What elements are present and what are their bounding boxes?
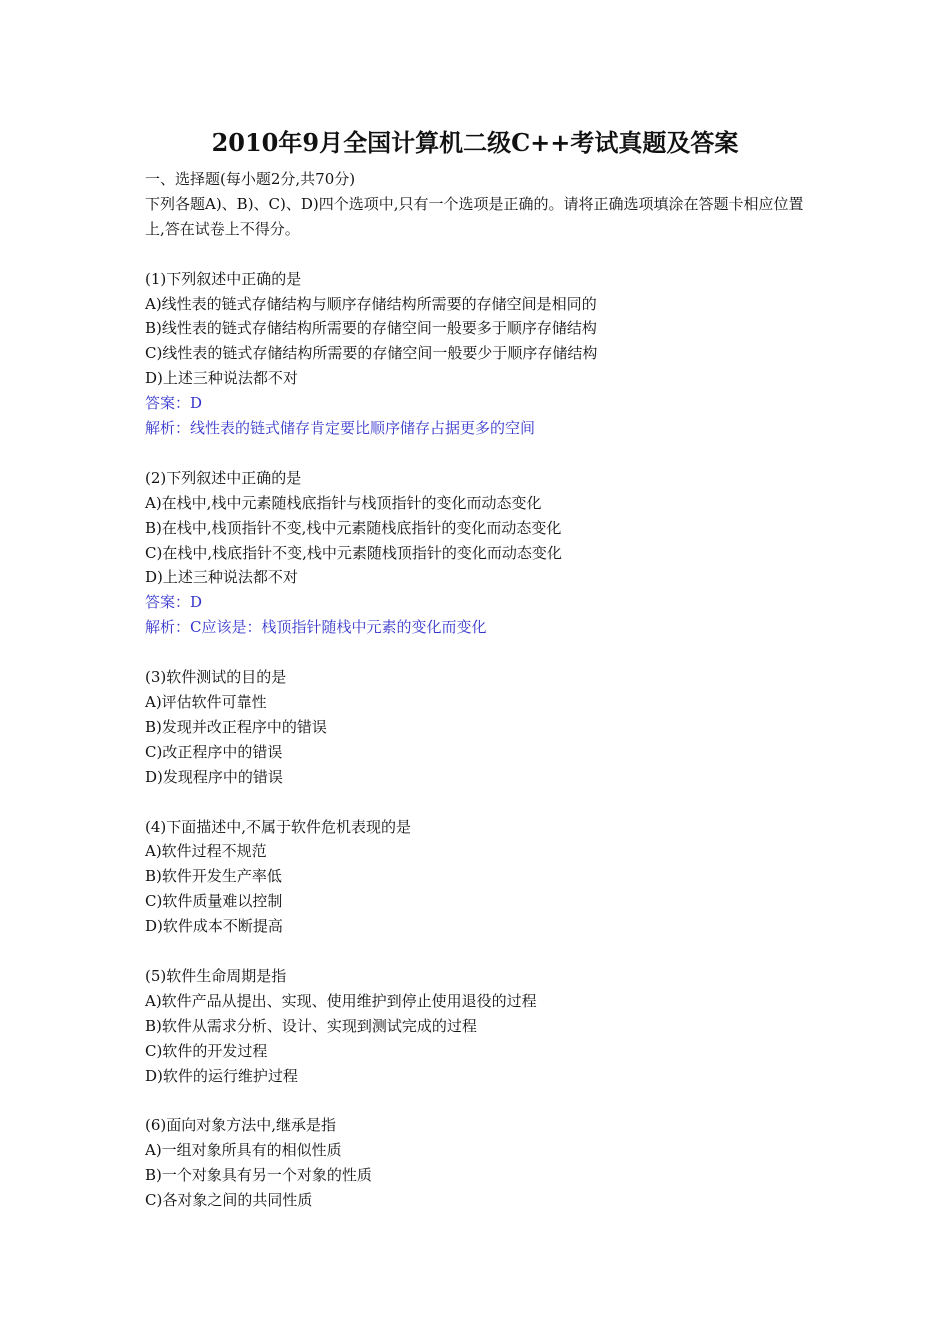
answer-text: 答案：D <box>145 593 203 612</box>
option-c: C)软件的开发过程 <box>145 1041 268 1060</box>
option-d: D)上述三种说法都不对 <box>145 369 298 388</box>
document-title: 2010年9月全国计算机二级C++考试真题及答案 <box>211 128 739 157</box>
option-a: A)线性表的链式存储结构与顺序存储结构所需要的存储空间是相同的 <box>145 294 597 313</box>
question-1 <box>145 267 815 441</box>
spacer <box>145 790 815 815</box>
question-stem: (4)下面描述中,不属于软件危机表现的是 <box>145 817 412 836</box>
question-3 <box>145 665 815 790</box>
option-b: B)发现并改正程序中的错误 <box>145 717 327 736</box>
option-b: B)在栈中,栈顶指针不变,栈中元素随栈底指针的变化而动态变化 <box>145 518 562 537</box>
option-c: C)在栈中,栈底指针不变,栈中元素随栈顶指针的变化而动态变化 <box>145 543 562 562</box>
option-c: C)改正程序中的错误 <box>145 742 283 761</box>
option-a: A)软件过程不规范 <box>145 842 267 861</box>
question-stem: (1)下列叙述中正确的是 <box>145 269 302 288</box>
document-body <box>145 167 815 1213</box>
section-instruction: 下列各题A)、B)、C)、D)四个选项中,只有一个选项是正确的。请将正确选项填涂在答题卡相应位置上,答在试卷上不得分。 <box>145 194 804 238</box>
option-a: A)评估软件可靠性 <box>145 692 267 711</box>
question-stem: (2)下列叙述中正确的是 <box>145 468 302 487</box>
option-a: A)一组对象所具有的相似性质 <box>145 1141 342 1160</box>
spacer <box>145 640 815 665</box>
question-5 <box>145 964 815 1089</box>
option-b: B)软件从需求分析、设计、实现到测试完成的过程 <box>145 1016 477 1035</box>
spacer <box>145 242 815 267</box>
analysis-text: 解析：C应该是：栈顶指针随栈中元素的变化而变化 <box>145 618 487 637</box>
question-4 <box>145 815 815 940</box>
option-d: D)上述三种说法都不对 <box>145 568 298 587</box>
spacer <box>145 939 815 964</box>
question-6 <box>145 1113 815 1213</box>
answer-text: 答案：D <box>145 394 203 413</box>
question-stem: (6)面向对象方法中,继承是指 <box>145 1116 337 1135</box>
option-b: B)线性表的链式存储结构所需要的存储空间一般要多于顺序存储结构 <box>145 319 597 338</box>
analysis-text: 解析：线性表的链式储存肯定要比顺序储存占据更多的空间 <box>145 419 536 438</box>
option-a: A)软件产品从提出、实现、使用维护到停止使用退役的过程 <box>145 991 537 1010</box>
option-c: C)软件质量难以控制 <box>145 892 283 911</box>
section-heading: 一、选择题(每小题2分,共70分) <box>145 170 356 188</box>
option-d: D)发现程序中的错误 <box>145 767 283 786</box>
option-c: C)线性表的链式存储结构所需要的存储空间一般要少于顺序存储结构 <box>145 344 598 363</box>
spacer <box>145 1088 815 1113</box>
option-a: A)在栈中,栈中元素随栈底指针与栈顶指针的变化而动态变化 <box>145 493 542 512</box>
question-2 <box>145 466 815 640</box>
option-c: C)各对象之间的共同性质 <box>145 1191 313 1210</box>
question-stem: (5)软件生命周期是指 <box>145 966 287 985</box>
option-d: D)软件成本不断提高 <box>145 917 283 936</box>
option-b: B)软件开发生产率低 <box>145 867 282 886</box>
option-b: B)一个对象具有另一个对象的性质 <box>145 1166 372 1185</box>
option-d: D)软件的运行维护过程 <box>145 1066 298 1085</box>
spacer <box>145 441 815 466</box>
question-stem: (3)软件测试的目的是 <box>145 668 287 687</box>
